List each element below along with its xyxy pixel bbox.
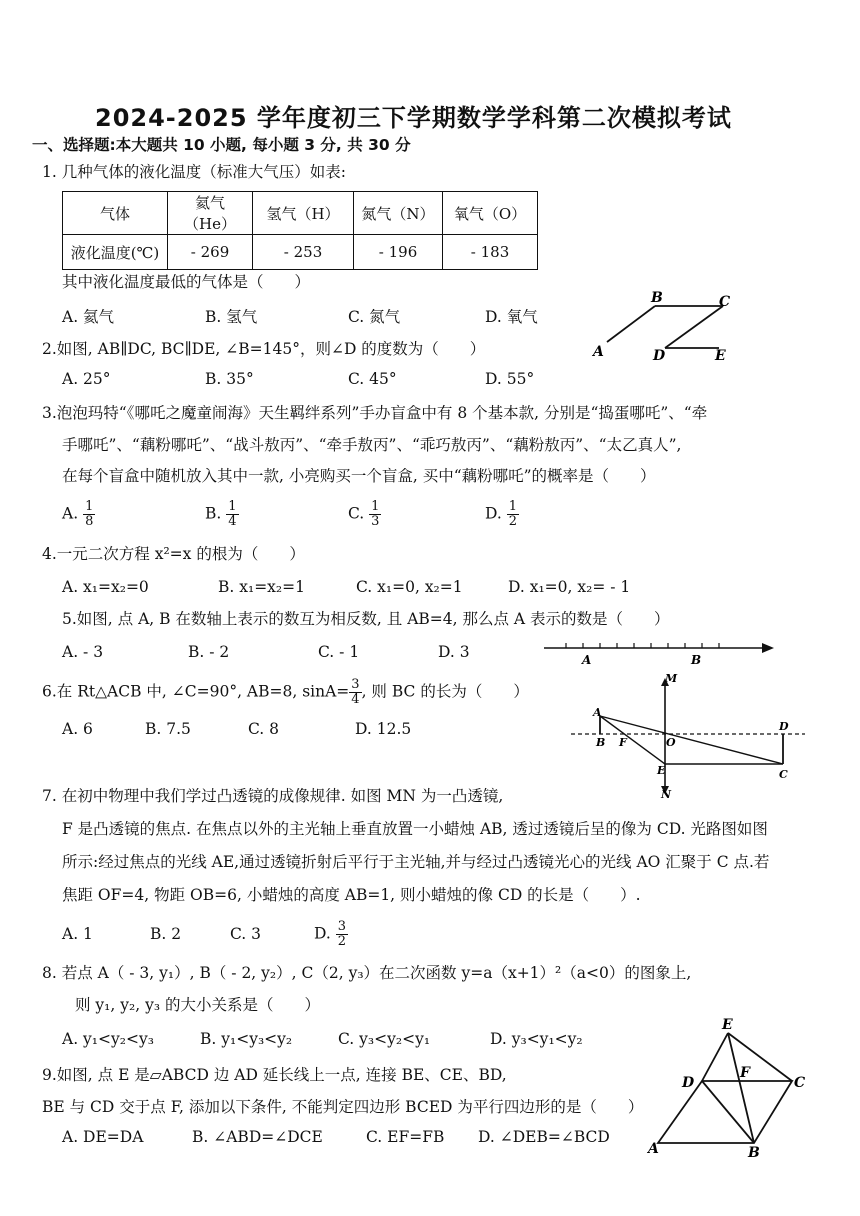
fraction-denominator: 4: [228, 514, 237, 529]
table-cell: - 253: [253, 235, 354, 270]
table-cell: - 196: [354, 235, 443, 270]
q9-option-b: B. ∠ABD=∠DCE: [192, 1128, 323, 1146]
fraction-numerator: 1: [85, 499, 94, 514]
q9-line2: BE 与 CD 交于点 F, 添加以下条件, 不能判定四边形 BCED 为平行四边形的是（ ）: [42, 1098, 644, 1116]
q6-stem-pre: 6.在 Rt△ACB 中, ∠C=90°, AB=8, sinA=: [42, 682, 350, 701]
table-header-cell: 氧气（O）: [443, 192, 538, 235]
q9-label-e: E: [722, 1017, 733, 1033]
q4-option-c: C. x₁=0, x₂=1: [356, 578, 463, 596]
q7-label-o: O: [666, 736, 676, 749]
q8-option-b: B. y₁<y₃<y₂: [200, 1030, 293, 1048]
table-row: [63, 192, 538, 235]
table-header-cell: 氢气（H）: [253, 192, 354, 235]
q9-label-c: C: [794, 1075, 806, 1091]
q7-label-d: D: [779, 720, 789, 733]
fraction-numerator: 1: [371, 499, 380, 514]
q4-option-d: D. x₁=0, x₂= - 1: [508, 578, 631, 596]
q8-line2: 则 y₁, y₂, y₃ 的大小关系是（ ）: [75, 996, 320, 1014]
q2-option-a: A. 25°: [62, 370, 111, 388]
q8-option-d: D. y₃<y₁<y₂: [490, 1030, 583, 1048]
q2-stem: 2.如图, AB∥DC, BC∥DE, ∠B=145°，则∠D 的度数为（ ）: [42, 340, 486, 358]
table-cell: - 183: [443, 235, 538, 270]
table-row-label: 液化温度(℃): [63, 235, 168, 270]
q7-label-c: C: [779, 768, 788, 781]
q5-option-b: B. - 2: [188, 643, 230, 661]
q5-option-a: A. - 3: [62, 643, 104, 661]
fraction-numerator: 3: [351, 677, 360, 692]
q3-option-c-label: C.: [348, 504, 365, 523]
q1-stem: 1. 几种气体的液化温度（标准大气压）如表:: [42, 163, 346, 181]
q3-option-d: [485, 500, 519, 529]
q5-option-d: D. 3: [438, 643, 470, 661]
q4-option-b: B. x₁=x₂=1: [218, 578, 305, 596]
q7-label-b: B: [596, 736, 606, 749]
q5-stem: 5.如图, 点 A, B 在数轴上表示的数互为相反数, 且 AB=4, 那么点 A 表示的数是（ ）: [62, 610, 670, 628]
q7-option-b: B. 2: [150, 925, 182, 943]
q1-option-b: B. 氢气: [205, 308, 258, 326]
q5-label-a: A: [582, 653, 592, 667]
q9-label-b: B: [748, 1145, 760, 1160]
fraction-denominator: 2: [337, 934, 347, 949]
q7-line2: F 是凸透镜的焦点. 在焦点以外的主光轴上垂直放置一小蜡烛 AB, 透过透镜后呈的像为 CD. 光路图如图: [62, 820, 768, 838]
q2-option-c: C. 45°: [348, 370, 397, 388]
q3-option-b-label: B.: [205, 504, 222, 523]
q6-stem-post: , 则 BC 的长为（ ）: [361, 682, 529, 701]
q3-option-a-label: A.: [62, 504, 79, 523]
q7-label-n: N: [661, 788, 672, 800]
q2-option-b: B. 35°: [205, 370, 254, 388]
q2-label-b: B: [651, 290, 663, 306]
q1-option-a: A. 氦气: [62, 308, 115, 326]
q7-option-d: [314, 920, 348, 949]
q7-option-c: C. 3: [230, 925, 262, 943]
q7-option-a: A. 1: [62, 925, 93, 943]
q3-option-d-label: D.: [485, 504, 502, 523]
fraction-numerator: 1: [228, 499, 237, 514]
page-title: 2024-2025 学年度初三下学期数学学科第二次模拟考试: [95, 104, 732, 132]
gas-table: [62, 191, 538, 270]
q2-option-d: D. 55°: [485, 370, 535, 388]
q9-option-d: D. ∠DEB=∠BCD: [478, 1128, 610, 1146]
q9-label-d: D: [682, 1075, 695, 1091]
q3-line3: 在每个盲盒中随机放入其中一款, 小亮购买一个盲盒, 买中“藕粉哪吒”的概率是（ ）: [62, 467, 656, 485]
q9-option-a: A. DE=DA: [62, 1128, 144, 1146]
q3-option-c-fraction: [369, 500, 381, 529]
q6-option-c: C. 8: [248, 720, 280, 738]
q3-option-a-fraction: [83, 500, 95, 529]
q7-lens-figure: [565, 672, 810, 800]
q6-option-b: B. 7.5: [145, 720, 191, 738]
q8-line1: 8. 若点 A（ - 3, y₁）, B（ - 2, y₂）, C（2, y₃）在二次函数 y=a（x+1）²（a<0）的图象上,: [42, 964, 692, 982]
q7-label-e: E: [657, 764, 666, 777]
q7-option-d-fraction: [336, 920, 348, 949]
q1-option-c: C. 氮气: [348, 308, 401, 326]
fraction-denominator: 8: [85, 514, 94, 529]
q9-figure: [642, 1015, 812, 1160]
table-header-cell: 氦气（He）: [168, 192, 253, 235]
q3-option-b-fraction: [226, 500, 238, 529]
fraction-denominator: 3: [371, 514, 380, 529]
table-header-cell: 气体: [63, 192, 168, 235]
q4-stem: 4.一元二次方程 x²=x 的根为（ ）: [42, 545, 305, 563]
q5-label-b: B: [691, 653, 702, 667]
q9-label-f: F: [740, 1065, 750, 1081]
q2-label-e: E: [715, 348, 726, 364]
q2-label-c: C: [719, 294, 731, 310]
fraction-denominator: 2: [508, 514, 518, 529]
q3-option-c: [348, 500, 381, 529]
table-header-cell: 氮气（N）: [354, 192, 443, 235]
q5-option-c: C. - 1: [318, 643, 360, 661]
q6-stem: [42, 678, 529, 707]
fraction-numerator: 3: [337, 919, 347, 934]
q4-option-a: A. x₁=x₂=0: [62, 578, 149, 596]
q2-figure: [585, 286, 755, 366]
q3-option-d-fraction: [507, 500, 519, 529]
q7-label-m: M: [665, 672, 678, 685]
q6-option-d: D. 12.5: [355, 720, 412, 738]
q2-label-a: A: [593, 344, 604, 360]
table-row: [63, 235, 538, 270]
q8-option-a: A. y₁<y₂<y₃: [62, 1030, 154, 1048]
q7-line1: 7. 在初中物理中我们学过凸透镜的成像规律. 如图 MN 为一凸透镜,: [42, 787, 504, 805]
q9-option-c: C. EF=FB: [366, 1128, 445, 1146]
q5-number-line: [540, 636, 780, 670]
q6-option-a: A. 6: [62, 720, 93, 738]
q7-label-a: A: [593, 706, 602, 719]
q1-option-d: D. 氧气: [485, 308, 538, 326]
q7-option-d-label: D.: [314, 924, 331, 943]
q6-fraction: [349, 678, 361, 707]
q7-label-f: F: [619, 736, 627, 749]
table-cell: - 269: [168, 235, 253, 270]
q9-label-a: A: [648, 1141, 659, 1157]
q7-line4: 焦距 OF=4, 物距 OB=6, 小蜡烛的高度 AB=1, 则小蜡烛的像 CD 的长是（ ）.: [62, 886, 641, 904]
q8-option-c: C. y₃<y₂<y₁: [338, 1030, 431, 1048]
fraction-denominator: 4: [351, 692, 360, 707]
q7-line3: 所示:经过焦点的光线 AE,通过透镜折射后平行于主光轴,并与经过凸透镜光心的光线 AO 汇聚于 C 点.若: [62, 853, 770, 871]
q3-line2: 手哪吒”、“藕粉哪吒”、“战斗敖丙”、“牵手敖丙”、“乖巧敖丙”、“藕粉敖丙”、“太乙真人”,: [62, 436, 682, 454]
fraction-numerator: 1: [508, 499, 518, 514]
section-heading: 一、选择题:本大题共 10 小题, 每小题 3 分, 共 30 分: [32, 136, 411, 154]
q2-label-d: D: [653, 348, 666, 364]
q9-line1: 9.如图, 点 E 是▱ABCD 边 AD 延长线上一点, 连接 BE、CE、BD,: [42, 1066, 507, 1084]
q3-option-a: [62, 500, 95, 529]
q3-line1: 3.泡泡玛特“《哪吒之魔童闹海》天生羁绊系列”手办盲盒中有 8 个基本款, 分别是“捣蛋哪吒”、“牵: [42, 404, 708, 422]
q1-question: 其中液化温度最低的气体是（ ）: [62, 273, 311, 291]
q3-option-b: [205, 500, 239, 529]
